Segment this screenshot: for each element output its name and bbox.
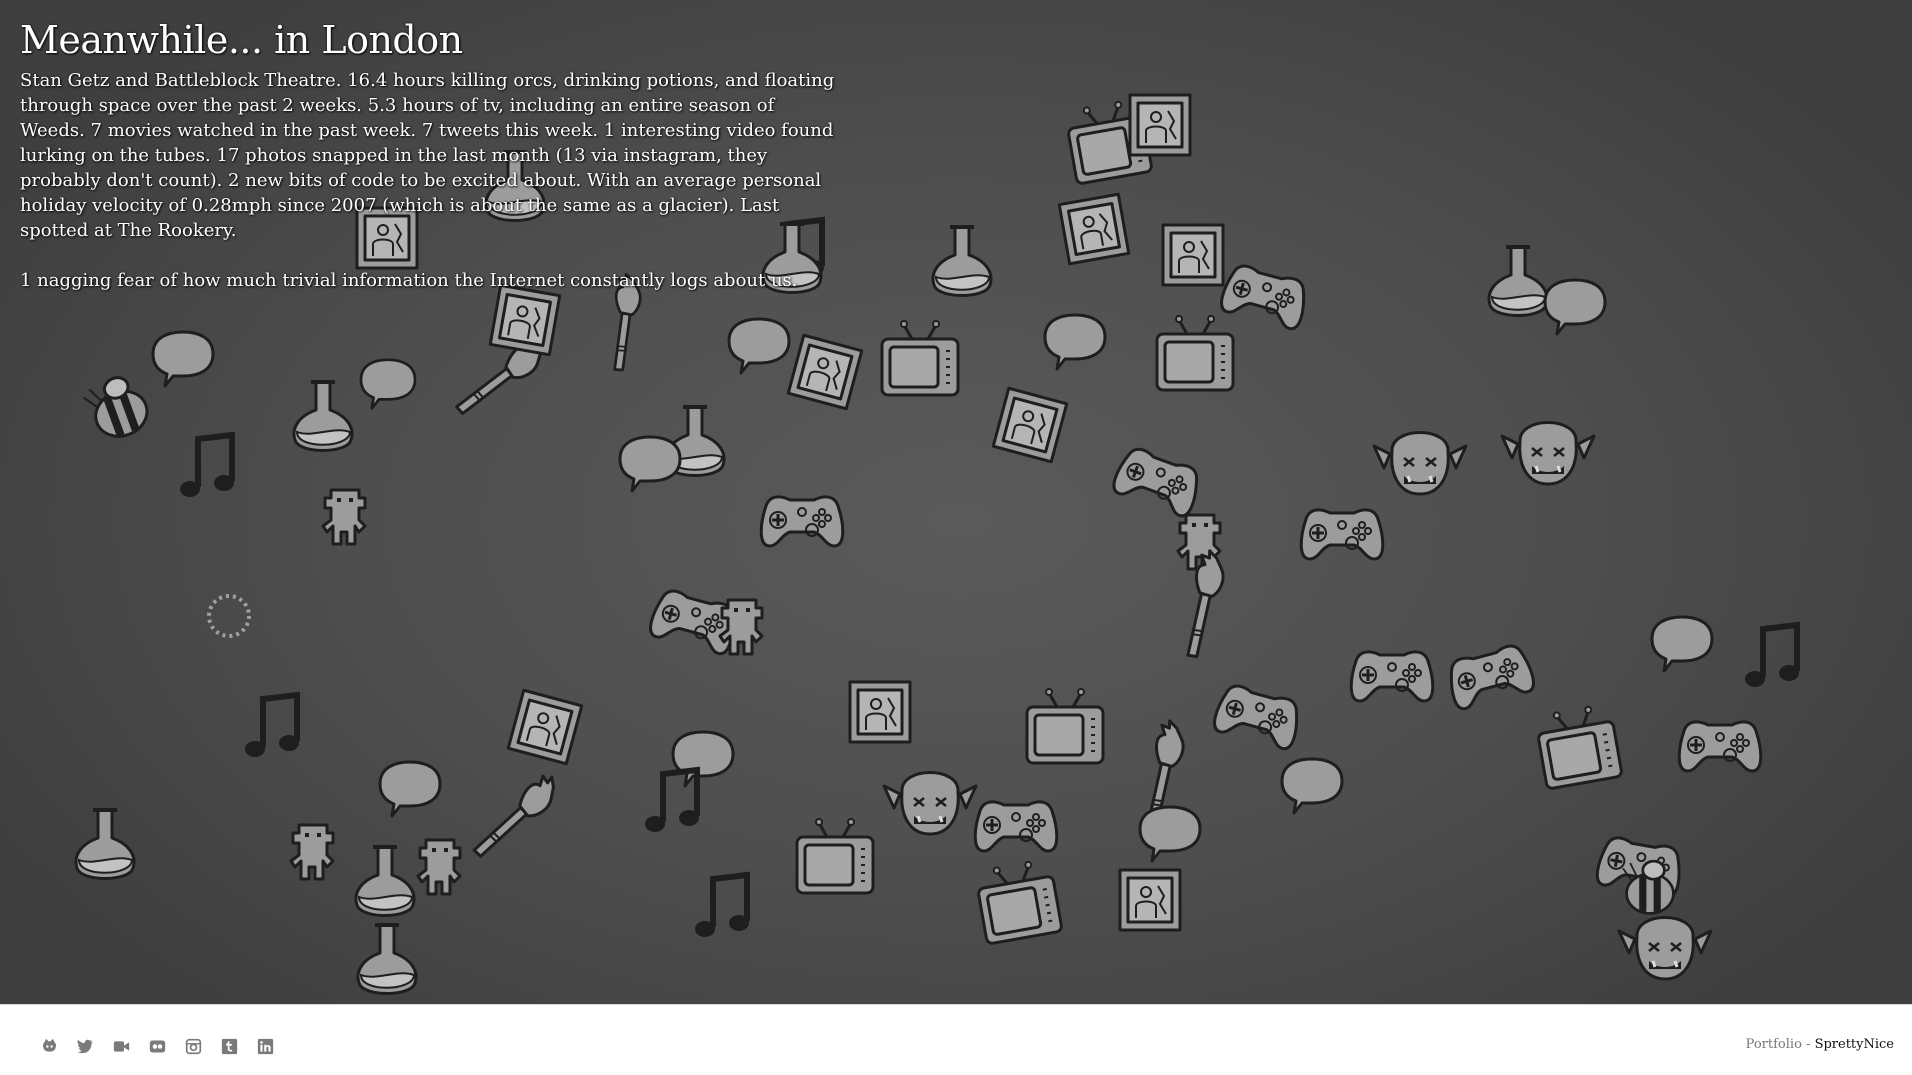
photo-doodle-icon: [788, 335, 861, 408]
brand-link[interactable]: SprettyNice: [1814, 1037, 1894, 1052]
flask-doodle-icon: [933, 227, 991, 296]
pad-doodle-icon: [761, 497, 843, 546]
arm-doodle-icon: [1150, 549, 1250, 660]
photo-doodle-icon: [508, 690, 581, 763]
pad-doodle-icon: [1679, 722, 1761, 771]
arm-doodle-icon: [458, 773, 569, 857]
orc-doodle-icon: [1619, 918, 1711, 980]
page-title: Meanwhile... in London: [20, 18, 463, 62]
social-github[interactable]: [38, 1035, 61, 1058]
social-twitter[interactable]: [74, 1035, 97, 1058]
footer: [0, 1004, 1912, 1075]
note-doodle-icon: [180, 435, 234, 497]
social-flickr[interactable]: [146, 1035, 169, 1058]
bubble-doodle-icon: [673, 732, 733, 786]
photo-doodle-icon: [1163, 225, 1223, 285]
activity-summary: Stan Getz and Battleblock Theatre. 16.4 hours killing orcs, drinking potions, and floating through space over the past 2 weeks. 5.3 hours of tv, including an entire season of Weeds. 7 movies watched in the past week. 7 tweets this week. 1 interesting video found lurking on the tubes. 17 photos snapped in the last month (13 via instagram, they probably don't count). 2 new bits of code to be excited about. With an average personal holiday velocity of 0.28mph since 2007 (which is about the same as a glacier). Last spotted at The Rookery.: [20, 70, 835, 241]
orc-doodle-icon: [1502, 423, 1594, 485]
flask-doodle-icon: [76, 810, 134, 879]
bubble-doodle-icon: [1282, 759, 1342, 813]
photo-doodle-icon: [1130, 95, 1190, 155]
tv-doodle-icon: [1157, 316, 1233, 390]
bubble-doodle-icon: [1140, 807, 1200, 861]
social-links: [38, 1035, 277, 1058]
orc-doodle-icon: [884, 773, 976, 835]
pad-doodle-icon: [1219, 262, 1310, 331]
knight-doodle-icon: [418, 840, 460, 894]
pad-doodle-icon: [1351, 652, 1433, 701]
portfolio-label: Portfolio: [1745, 1037, 1802, 1052]
social-instagram[interactable]: [182, 1035, 205, 1058]
twitter-icon: [77, 1038, 94, 1055]
note-doodle-icon: [245, 695, 299, 757]
bee-doodle-icon: [81, 371, 153, 445]
pad-doodle-icon: [648, 587, 739, 656]
photo-doodle-icon: [850, 682, 910, 742]
instagram-icon: [185, 1038, 202, 1055]
pad-doodle-icon: [1445, 642, 1536, 711]
flask-doodle-icon: [356, 847, 414, 916]
photo-doodle-icon: [490, 285, 560, 355]
social-tumblr[interactable]: [218, 1035, 241, 1058]
flask-doodle-icon: [294, 382, 352, 451]
social-linkedin[interactable]: [254, 1035, 277, 1058]
bubble-doodle-icon: [729, 319, 789, 373]
knight-doodle-icon: [291, 825, 333, 879]
bubble-doodle-icon: [380, 762, 440, 816]
tv-doodle-icon: [975, 858, 1063, 944]
fear-line: 1 nagging fear of how much trivial information the Internet constantly logs about us.: [20, 270, 798, 291]
tv-doodle-icon: [1535, 703, 1623, 789]
linkedin-icon: [257, 1038, 274, 1055]
flask-doodle-icon: [1489, 247, 1547, 316]
bubble-doodle-icon: [1045, 315, 1105, 369]
pad-doodle-icon: [975, 802, 1057, 851]
social-video[interactable]: [110, 1035, 133, 1058]
photo-doodle-icon: [1059, 194, 1129, 264]
credits-separator: -: [1801, 1037, 1815, 1052]
pad-doodle-icon: [1301, 510, 1383, 559]
flask-doodle-icon: [358, 925, 416, 994]
flickr-icon: [149, 1038, 166, 1055]
photo-doodle-icon: [1120, 870, 1180, 930]
intro-panel: [20, 18, 840, 293]
tv-doodle-icon: [882, 321, 958, 395]
github-icon: [41, 1038, 58, 1055]
knight-doodle-icon: [323, 490, 365, 544]
pad-doodle-icon: [1212, 682, 1303, 751]
video-camera-icon: [113, 1038, 130, 1055]
note-doodle-icon: [695, 875, 749, 937]
note-doodle-icon: [1745, 625, 1799, 687]
pad-doodle-icon: [1111, 444, 1204, 518]
footer-credits: [1746, 1037, 1894, 1052]
bubble-doodle-icon: [620, 437, 680, 491]
bubble-doodle-icon: [361, 360, 415, 409]
bubble-doodle-icon: [1545, 280, 1605, 334]
tv-doodle-icon: [797, 819, 873, 893]
bubble-doodle-icon: [153, 332, 213, 386]
ring-doodle-icon: [209, 596, 249, 636]
orc-doodle-icon: [1374, 433, 1466, 495]
tumblr-icon: [221, 1038, 238, 1055]
bubble-doodle-icon: [1652, 617, 1712, 671]
tv-doodle-icon: [1027, 689, 1103, 763]
photo-doodle-icon: [993, 388, 1066, 461]
